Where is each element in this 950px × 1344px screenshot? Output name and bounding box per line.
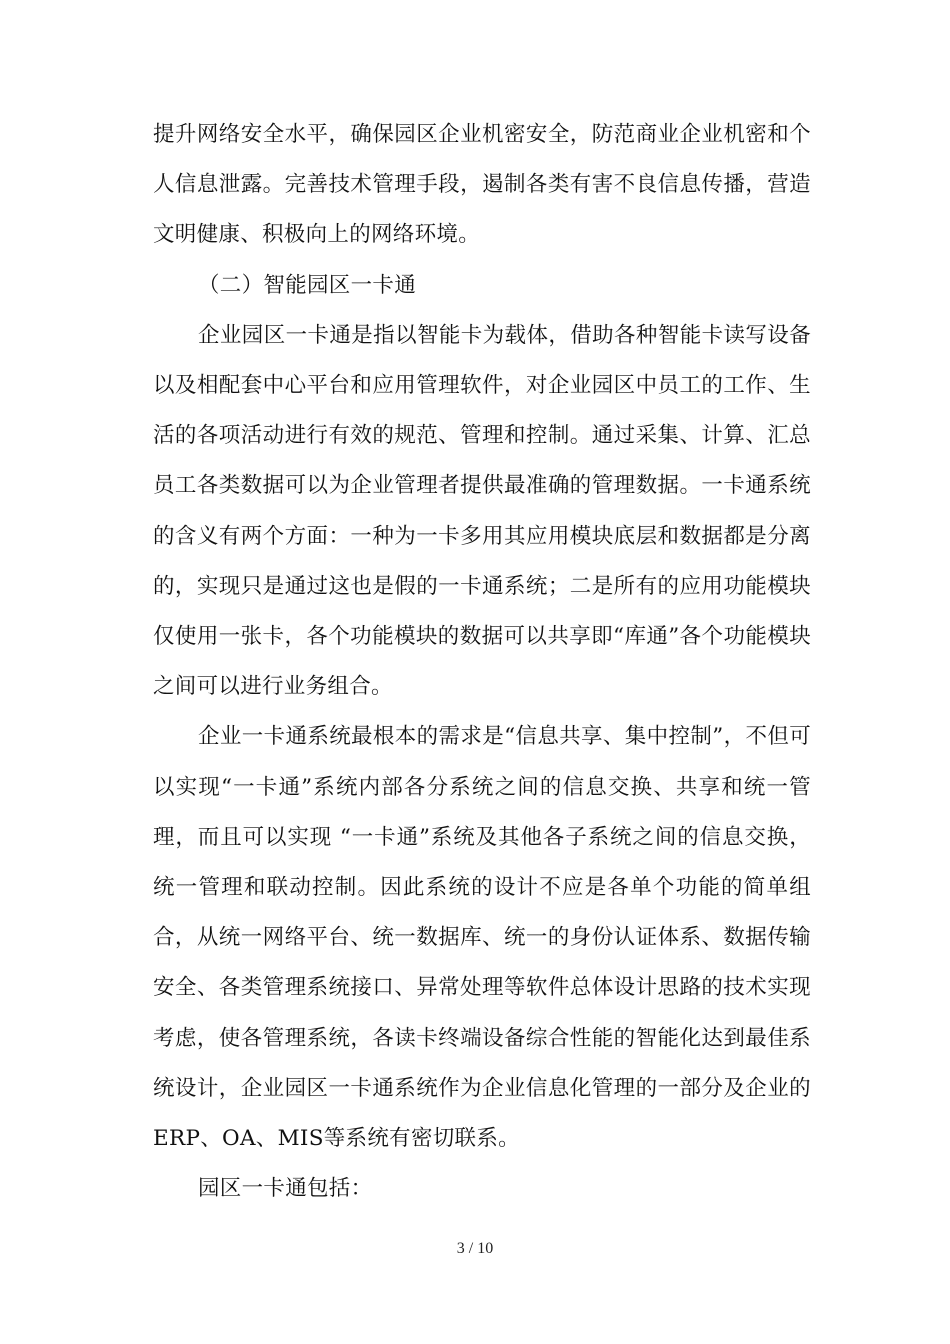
document-body	[153, 110, 811, 1214]
section-heading: （二）智能园区一卡通	[198, 272, 417, 298]
paragraph-card-includes: 园区一卡通包括：	[198, 1176, 373, 1202]
paragraph-network-security: 提升网络安全水平，确保园区企业机密安全，防范商业企业机密和个人信息泄露。完善技术管理手段，遏制各类有害不良信息传播，营造文明健康、积极向上的网络环境。	[153, 122, 811, 248]
page-number: 3 / 10	[456, 1240, 494, 1257]
paragraph-card-requirements: 企业一卡通系统最根本的需求是“信息共享、集中控制”，不但可以实现“一卡通”系统内部各分系统之间的信息交换、共享和统一管理，而且可以实现 “一卡通”系统及其他各子系统之间的信息交换，统一管理和联动控制。因此系统的设计不应是各单个功能的简单组合，从统一网络平台、统一数据库、统一的身份认证体系、数据传输安全、各类管理系统接口、异常处理等软件总体设计思路的技术实现考虑，使各管理系统，各读卡终端设备综合性能的智能化达到最佳系统设计，企业园区一卡通系统作为企业信息化管理的一部分及企业的ERP、OA、MIS等系统有密切联系。	[153, 724, 811, 1152]
paragraph-card-definition: 企业园区一卡通是指以智能卡为载体，借助各种智能卡读写设备以及相配套中心平台和应用管理软件，对企业园区中员工的工作、生活的各项活动进行有效的规范、管理和控制。通过采集、计算、汇总员工各类数据可以为企业管理者提供最准确的管理数据。一卡通系统的含义有两个方面：一种为一卡多用其应用模块底层和数据都是分离的，实现只是通过这也是假的一卡通系统；二是所有的应用功能模块仅使用一张卡，各个功能模块的数据可以共享即“库通”各个功能模块之间可以进行业务组合。	[153, 322, 811, 700]
